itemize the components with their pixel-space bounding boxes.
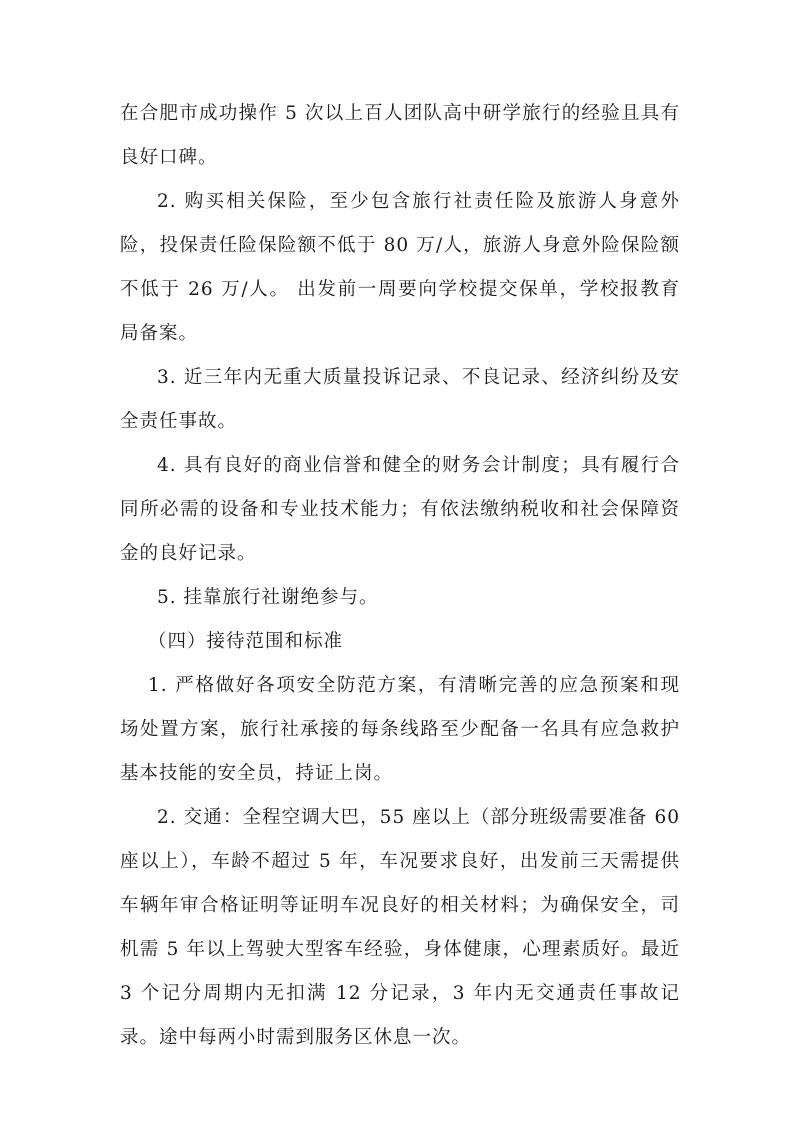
paragraph-continuation: 在合肥市成功操作 5 次以上百人团队高中研学旅行的经验且具有良好口碑。 — [120, 103, 680, 168]
paragraph-item-3-record: 3. 近三年内无重大质量投诉记录、不良记录、经济纠纷及安全责任事故。 — [120, 367, 680, 432]
section-heading-reception: （四）接待范围和标准 — [148, 631, 344, 652]
document-page — [120, 92, 680, 1060]
paragraph-item-4-credit: 4. 具有良好的商业信誉和健全的财务会计制度；具有履行合同所必需的设备和专业技术能力；有依法缴纳税收和社会保障资金的良好记录。 — [120, 455, 680, 564]
paragraph-item-2-insurance: 2. 购买相关保险，至少包含旅行社责任险及旅游人身意外险，投保责任险保险额不低于 80 万/人，旅游人身意外险保险额不低于 26 万/人。 出发前一周要向学校提交保单，学校报教育局备案。 — [120, 191, 680, 344]
paragraph-item-2-transport: 2. 交通：全程空调大巴，55 座以上（部分班级需要准备 60 座以上），车龄不超过 5 年，车况要求良好，出发前三天需提供车辆年审合格证明等证明车况良好的相关材料；为确保安全，司机需 5 年以上驾驶大型客车经验，身体健康，心理素质好。最近 3 个记分周期内无扣满 12 分记录，3 年内无交通责任事故记录。途中每两小时需到服务区休息一次。 — [120, 807, 680, 1048]
paragraph-item-1-safety: 1. 严格做好各项安全防范方案，有清晰完善的应急预案和现场处置方案，旅行社承接的每条线路至少配备一名具有应急救护基本技能的安全员，持证上岗。 — [120, 675, 680, 784]
paragraph-item-5-affiliation: 5. 挂靠旅行社谢绝参与。 — [157, 587, 379, 608]
